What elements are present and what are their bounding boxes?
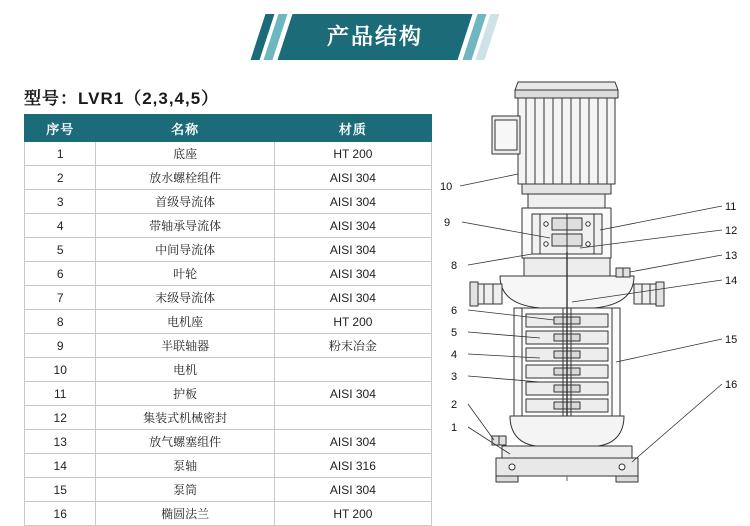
cell-no: 11 xyxy=(25,382,96,406)
table-row xyxy=(25,502,432,526)
cell-material xyxy=(274,358,431,382)
cell-name: 末级导流体 xyxy=(96,286,274,310)
table-row xyxy=(25,478,432,502)
cell-no: 16 xyxy=(25,502,96,526)
callout-number: 16 xyxy=(725,379,738,391)
parts-table xyxy=(24,114,432,526)
cell-name: 放气螺塞组件 xyxy=(96,430,274,454)
cell-name: 叶轮 xyxy=(96,262,274,286)
table-row xyxy=(25,262,432,286)
cell-material: HT 200 xyxy=(274,142,431,166)
pump-drawing-svg xyxy=(440,62,750,484)
cell-material: AISI 304 xyxy=(274,214,431,238)
table-row xyxy=(25,142,432,166)
callout-number: 2 xyxy=(451,399,458,411)
column-header-no: 序号 xyxy=(25,115,96,142)
cell-name: 首级导流体 xyxy=(96,190,274,214)
pump-structure-diagram xyxy=(440,62,750,484)
model-label: 型号：LVR1（2,3,4,5） xyxy=(24,89,220,108)
callout-number: 1 xyxy=(451,422,458,434)
cell-material: AISI 304 xyxy=(274,166,431,190)
table-row xyxy=(25,286,432,310)
table-row xyxy=(25,310,432,334)
table-header-row xyxy=(25,115,432,142)
table-row xyxy=(25,166,432,190)
cell-material: 粉末冶金 xyxy=(274,334,431,358)
callout-number: 12 xyxy=(725,225,738,237)
cell-no: 8 xyxy=(25,310,96,334)
cell-material xyxy=(274,406,431,430)
cell-no: 13 xyxy=(25,430,96,454)
callout-number: 13 xyxy=(725,250,738,262)
cell-name: 集装式机械密封 xyxy=(96,406,274,430)
cell-material: AISI 304 xyxy=(274,238,431,262)
base-assembly xyxy=(492,416,638,482)
cell-name: 半联轴器 xyxy=(96,334,274,358)
cell-no: 9 xyxy=(25,334,96,358)
motor-assembly xyxy=(492,82,618,208)
cell-name: 底座 xyxy=(96,142,274,166)
table-row xyxy=(25,454,432,478)
cell-material: AISI 304 xyxy=(274,262,431,286)
cell-name: 电机座 xyxy=(96,310,274,334)
callout-number: 11 xyxy=(725,201,737,213)
cell-name: 中间导流体 xyxy=(96,238,274,262)
table-row xyxy=(25,334,432,358)
cell-material: AISI 304 xyxy=(274,286,431,310)
cell-material: HT 200 xyxy=(274,502,431,526)
callout-number: 3 xyxy=(451,371,458,383)
cell-no: 12 xyxy=(25,406,96,430)
callout-number: 14 xyxy=(725,275,738,287)
callout-number: 10 xyxy=(440,181,453,193)
cell-name: 带轴承导流体 xyxy=(96,214,274,238)
cell-name: 电机 xyxy=(96,358,274,382)
table-row xyxy=(25,190,432,214)
callout-number: 15 xyxy=(725,334,738,346)
cell-name: 椭圆法兰 xyxy=(96,502,274,526)
cell-no: 14 xyxy=(25,454,96,478)
cell-no: 1 xyxy=(25,142,96,166)
table-row xyxy=(25,382,432,406)
cell-no: 15 xyxy=(25,478,96,502)
cell-no: 5 xyxy=(25,238,96,262)
cell-no: 7 xyxy=(25,286,96,310)
cell-material: HT 200 xyxy=(274,310,431,334)
cell-material: AISI 304 xyxy=(274,382,431,406)
cell-name: 泵筒 xyxy=(96,478,274,502)
cell-material: AISI 304 xyxy=(274,430,431,454)
callout-number: 9 xyxy=(444,217,451,229)
column-header-mat: 材质 xyxy=(274,115,431,142)
cell-material: AISI 316 xyxy=(274,454,431,478)
table-row xyxy=(25,430,432,454)
cell-no: 3 xyxy=(25,190,96,214)
callout-number: 6 xyxy=(451,305,458,317)
callout-number: 5 xyxy=(451,327,458,339)
table-row xyxy=(25,238,432,262)
cell-name: 泵轴 xyxy=(96,454,274,478)
cell-name: 护板 xyxy=(96,382,274,406)
page-header xyxy=(0,14,750,64)
table-row xyxy=(25,406,432,430)
cell-no: 6 xyxy=(25,262,96,286)
cell-no: 10 xyxy=(25,358,96,382)
callout-number: 8 xyxy=(451,260,458,272)
table-row xyxy=(25,214,432,238)
cell-no: 4 xyxy=(25,214,96,238)
page-title: 产品结构 xyxy=(326,24,423,49)
column-header-name: 名称 xyxy=(96,115,274,142)
cell-material: AISI 304 xyxy=(274,190,431,214)
parts-table-wrapper xyxy=(24,114,432,526)
callout-number: 4 xyxy=(451,349,458,361)
cell-name: 放水螺栓组件 xyxy=(96,166,274,190)
table-row xyxy=(25,358,432,382)
cell-material: AISI 304 xyxy=(274,478,431,502)
cell-no: 2 xyxy=(25,166,96,190)
motor-stool-assembly xyxy=(522,208,611,258)
